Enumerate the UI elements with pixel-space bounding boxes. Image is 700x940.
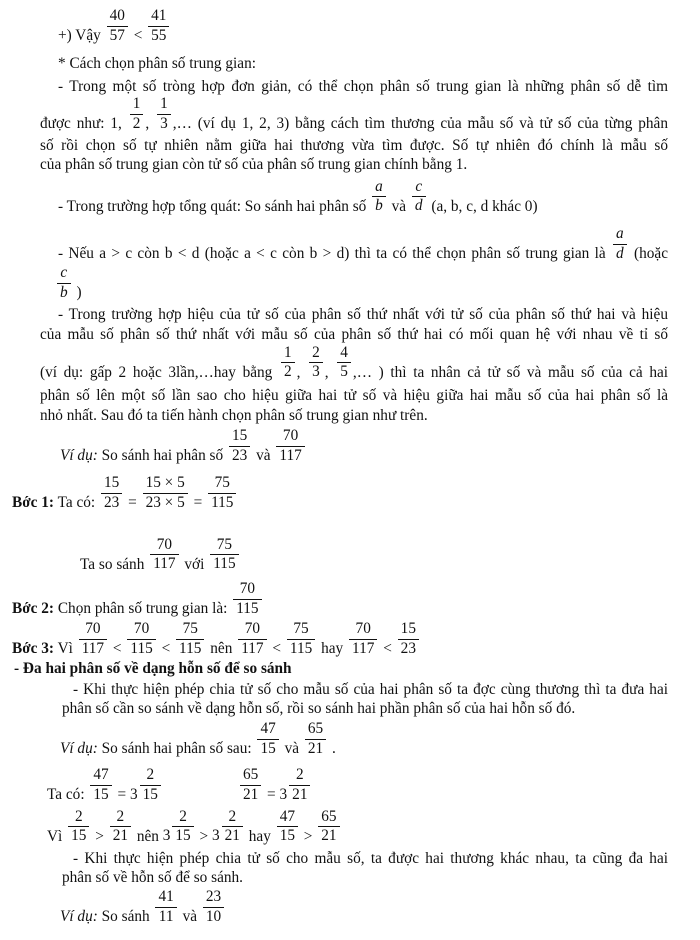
fraction-numerator: 70 — [233, 581, 261, 600]
text-run: phân số cần so sánh về dạng hỗn số, rồi so sánh hai phần phân số của hai hỗn số đó. — [62, 700, 576, 718]
text-run: hay — [317, 639, 347, 657]
text-run: (ví dụ: gấp 2 hoặc 3lần,…hay bằng — [40, 363, 279, 381]
text-run: (hoặc — [628, 244, 668, 262]
fraction-denominator: 5 — [340, 363, 348, 381]
mixed-number-whole: 3 — [211, 827, 220, 845]
fraction-denominator: 57 — [109, 26, 125, 44]
fraction-numerator: 65 — [240, 767, 261, 786]
fraction-denominator: 21 — [112, 827, 128, 845]
italic-label: Ví dụ: — [60, 907, 98, 925]
document-body — [12, 8, 668, 926]
text-run: được như: 1, — [40, 115, 128, 133]
fraction-numerator: 2 — [140, 767, 161, 786]
mixed-number-whole: 3 — [162, 827, 171, 845]
fraction-denominator: 11 — [158, 907, 174, 925]
step-2-line — [12, 581, 668, 618]
fraction — [153, 889, 178, 926]
fraction-numerator: c — [412, 179, 426, 198]
fraction — [206, 475, 238, 512]
text-run: +) Vậy — [58, 26, 105, 44]
fraction-numerator: c — [57, 265, 71, 284]
fraction-numerator: 40 — [107, 8, 128, 27]
fraction-denominator: 115 — [236, 599, 259, 617]
fraction-denominator: 15 — [260, 739, 276, 757]
text-run: Vì — [54, 639, 77, 657]
fraction-numerator: 1 — [130, 96, 144, 115]
fraction-denominator: 10 — [205, 907, 222, 925]
fraction-numerator: 2 — [222, 809, 243, 828]
text-run: nhỏ nhất. Sau đó ta tiến hành chọn phân số trung gian như trên. — [40, 407, 428, 425]
fraction — [307, 345, 325, 382]
fraction-denominator: 21 — [321, 827, 337, 845]
text-run: nên — [206, 639, 237, 657]
text-run: - Trong một số tròng hợp đơn giản, có thể chọn phân số trung gian là những phân số dễ tìm — [58, 77, 668, 95]
fraction-denominator: 15 — [93, 786, 109, 804]
mixed-number — [129, 766, 163, 804]
text-run: và — [387, 197, 410, 215]
fraction-denominator: 55 — [151, 26, 167, 44]
fraction-numerator: 75 — [210, 537, 238, 556]
text-run: > — [299, 827, 317, 845]
text-run: - Khi thực hiện phép chia tử số cho mẫu số, ta được hai thương khác nhau, ta cũng đa hai — [73, 849, 668, 867]
italic-label: Ví dụ: — [60, 446, 98, 464]
fraction-numerator: 2 — [309, 345, 323, 364]
fraction — [396, 621, 421, 658]
fraction-numerator: 41 — [155, 889, 176, 908]
text-run: < — [157, 639, 175, 657]
text-run: phân số lên một số lần sao cho hiệu giữa hai tử số và hiệu giữa hai mẫu số của hai phân số là — [40, 386, 668, 404]
text-run: và — [178, 907, 201, 925]
fraction-numerator: 75 — [287, 621, 315, 640]
bold-text: Bớc 3: — [12, 639, 55, 657]
text-run: Chọn phân số trung gian là: — [54, 599, 232, 617]
example-3-title — [60, 889, 668, 926]
fraction-numerator: 4 — [337, 345, 351, 364]
fraction — [316, 809, 341, 846]
fraction-numerator: 15 — [398, 621, 419, 640]
fraction — [279, 345, 297, 382]
fraction-numerator: 15 — [229, 428, 250, 447]
text-run: - Trong trường hợp tổng quát: So sánh hai phân số — [58, 197, 371, 215]
fraction-denominator: 2 — [283, 363, 292, 381]
text-run: < — [109, 639, 126, 657]
fraction-denominator: 23 — [400, 639, 416, 657]
text-run: < — [268, 639, 285, 657]
fraction-numerator: 2 — [68, 809, 89, 828]
fraction — [287, 767, 312, 804]
italic-label: Ví dụ: — [60, 739, 98, 757]
text-run: Ta so sánh — [80, 555, 149, 573]
mixed-number-whole: 3 — [129, 786, 138, 804]
fraction-denominator: d — [616, 244, 624, 262]
bold-text: Bớc 2: — [12, 599, 55, 617]
text-run: So sánh hai phân số — [97, 446, 227, 464]
mixed-number-desc-line-2 — [62, 699, 668, 719]
fraction-denominator: 23 — [103, 494, 120, 511]
fraction — [275, 809, 300, 846]
fraction-denominator: 2 — [132, 115, 141, 133]
heading-mixed-number — [14, 659, 668, 679]
fraction-numerator: 2 — [110, 809, 131, 828]
fraction-denominator: 15 — [71, 827, 87, 845]
fraction — [55, 265, 73, 302]
text-run: hay — [244, 827, 275, 845]
fraction-numerator: 65 — [318, 809, 339, 828]
text-run: , — [145, 115, 156, 133]
ratio-case-line-4 — [40, 386, 668, 406]
fraction — [170, 809, 195, 846]
fraction-denominator: 115 — [130, 639, 153, 657]
step-1-line — [12, 475, 668, 512]
text-run: So sánh — [97, 907, 154, 925]
text-run: Ta có: — [47, 786, 89, 804]
fraction-denominator: 117 — [241, 639, 264, 657]
text-run: = — [189, 494, 207, 511]
fraction-numerator: 41 — [148, 8, 169, 27]
fraction-numerator: 2 — [289, 767, 310, 786]
simple-case-line-1 — [58, 77, 668, 97]
fraction — [236, 621, 268, 658]
rule-a-d-line-2 — [55, 265, 668, 302]
text-run: số rồi chọn số tự nhiên nằm giữa hai thương vừa tìm được. Số tự nhiên đó chính là mẫu số — [40, 136, 668, 154]
text-run: Ta có: — [54, 494, 99, 511]
fraction-numerator: 70 — [349, 621, 377, 640]
text-run: * Cách chọn phân số trung gian: — [58, 55, 256, 73]
simple-case-line-3 — [40, 136, 668, 156]
fraction-denominator: 117 — [352, 639, 375, 657]
fraction-denominator: 3 — [312, 363, 320, 381]
mixed-number-whole: 3 — [279, 786, 288, 804]
fraction — [146, 8, 171, 45]
ratio-case-line-5 — [40, 406, 668, 426]
fraction-denominator: 21 — [307, 739, 324, 757]
fraction-numerator: 70 — [276, 428, 304, 447]
fraction — [231, 581, 263, 618]
fraction — [128, 96, 146, 133]
text-run: của phân số trung gian còn tử số của phân số trung gian chính bằng 1. — [40, 156, 468, 174]
rule-a-d-line-1 — [58, 226, 668, 263]
bold-text: - Đa hai phân số về dạng hỗn số để so sánh — [14, 660, 292, 678]
fraction — [274, 428, 306, 465]
fraction — [220, 809, 245, 846]
step-1-compare-line — [80, 537, 668, 574]
fraction — [285, 621, 317, 658]
simple-case-line-4 — [40, 155, 668, 175]
fraction-denominator: 21 — [292, 786, 308, 804]
text-run: = — [124, 494, 141, 511]
fraction-denominator: 15 — [175, 827, 191, 845]
fraction-numerator: 75 — [208, 475, 236, 494]
fraction-denominator: 115 — [211, 494, 234, 511]
fraction — [255, 721, 280, 758]
different-quotient-line-2 — [62, 868, 668, 888]
text-run: nên — [133, 827, 163, 845]
fraction — [148, 537, 180, 574]
fraction-numerator: 47 — [90, 767, 111, 786]
fraction-numerator: 70 — [79, 621, 107, 640]
text-run: < — [129, 26, 147, 44]
fraction — [88, 767, 113, 804]
different-quotient-line-1 — [73, 849, 668, 869]
fraction-numerator: a — [613, 226, 627, 245]
text-run: với — [180, 555, 209, 573]
fraction-numerator: 65 — [305, 721, 326, 740]
fraction-denominator: 23 — [231, 446, 248, 464]
fraction-denominator: b — [60, 284, 68, 302]
text-run: Vì — [47, 827, 67, 845]
text-run: - Khi thực hiện phép chia tử số cho mẫu số của hai phân số ta đợc cùng thương thì ta đưa hai — [73, 680, 668, 698]
text-run: , — [296, 363, 308, 381]
text-run: > — [195, 827, 212, 845]
fraction-numerator: 70 — [150, 537, 178, 556]
example-2-title — [60, 721, 668, 758]
heading-choose-intermediate — [58, 54, 668, 74]
fraction-numerator: 75 — [176, 621, 204, 640]
fraction — [105, 8, 130, 45]
fraction — [99, 475, 124, 512]
fraction-denominator: 23 × 5 — [145, 494, 185, 511]
fraction — [303, 721, 328, 758]
text-run: (a, b, c, d khác 0) — [427, 197, 538, 215]
fraction-denominator: 15 — [142, 786, 158, 804]
fraction-numerator: 23 — [203, 889, 224, 908]
fraction — [108, 809, 133, 846]
fraction-denominator: 115 — [179, 639, 202, 657]
fraction-denominator: d — [414, 197, 423, 215]
fraction-numerator: a — [372, 179, 386, 198]
text-run: < — [379, 639, 396, 657]
text-run: ,… (ví dụ 1, 2, 3) bằng cách tìm thương của mẫu số và tử số của từng phân — [172, 115, 668, 133]
text-run: > — [91, 827, 108, 845]
fraction — [208, 537, 240, 574]
mixed-number-desc-line-1 — [73, 680, 668, 700]
fraction — [141, 475, 190, 512]
fraction — [66, 809, 91, 846]
fraction-numerator: 15 — [101, 475, 122, 494]
text-run: So sánh hai phân số sau: — [97, 739, 256, 757]
fraction-denominator: 3 — [160, 115, 168, 133]
text-run: ,… ) thì ta nhân cả tử số và mẫu số của cả hai — [352, 363, 669, 381]
fraction — [125, 621, 157, 658]
text-run: của mẫu số phân số thứ nhất với mẫu số của phân số thứ hai có mối quan hệ với nhau về tỉ số — [40, 326, 668, 344]
fraction-denominator: 21 — [242, 786, 259, 804]
mixed-number — [279, 766, 313, 804]
example-1-title — [60, 428, 668, 465]
text-run: = — [113, 786, 130, 804]
bold-text: Bớc 1: — [12, 494, 55, 511]
ratio-case-line-2 — [40, 325, 668, 345]
fraction-numerator: 15 × 5 — [143, 475, 188, 494]
example-2-work-line — [47, 767, 668, 804]
fraction-numerator: 2 — [172, 809, 193, 828]
text-run: . — [328, 739, 336, 757]
text-run: và — [252, 446, 275, 464]
fraction — [347, 621, 379, 658]
fraction-denominator: 117 — [279, 446, 302, 464]
ratio-case-line-3 — [40, 345, 668, 382]
fraction-denominator: 117 — [81, 639, 105, 657]
horizontal-spacer — [163, 798, 238, 799]
fraction-numerator: 70 — [238, 621, 266, 640]
general-case-line — [58, 179, 668, 216]
fraction-denominator: 117 — [153, 555, 176, 573]
fraction — [155, 96, 173, 133]
fraction — [238, 767, 263, 804]
mixed-number — [211, 807, 245, 845]
fraction — [138, 767, 163, 804]
text-run: - Trong trường hợp hiệu của tử số của phân số thứ nhất với tử số của phân số thứ hai và hiệu — [58, 305, 668, 323]
fraction-denominator: 115 — [289, 639, 313, 657]
fraction-numerator: 1 — [281, 345, 295, 364]
fraction-numerator: 1 — [157, 96, 171, 115]
fraction-numerator: 47 — [277, 809, 298, 828]
fraction — [174, 621, 206, 658]
fraction — [77, 621, 109, 658]
fraction-numerator: 47 — [257, 721, 278, 740]
fraction-denominator: 15 — [279, 827, 295, 845]
step-3-line — [12, 621, 668, 658]
fraction — [611, 226, 629, 263]
conclusion-line — [58, 8, 668, 45]
text-run: , — [324, 363, 336, 381]
text-run: và — [280, 739, 303, 757]
fraction-denominator: b — [375, 197, 383, 215]
mixed-number — [162, 807, 196, 845]
text-run: = — [263, 786, 280, 804]
fraction — [201, 889, 226, 926]
text-run: phân số về hỗn số để so sánh. — [62, 869, 243, 887]
fraction — [227, 428, 252, 465]
text-run: - Nếu a > c còn b < d (hoặc a < c còn b > d) thì ta có thể chọn phân số trung gian là — [58, 244, 612, 262]
simple-case-line-2 — [40, 96, 668, 133]
ratio-case-line-1 — [58, 305, 668, 325]
fraction-denominator: 21 — [224, 827, 240, 845]
fraction — [335, 345, 353, 382]
text-run: ) — [72, 284, 82, 302]
example-2-conclusion-line — [47, 809, 668, 846]
fraction — [370, 179, 388, 216]
fraction-denominator: 115 — [213, 555, 236, 573]
fraction-numerator: 70 — [127, 621, 155, 640]
fraction — [410, 179, 428, 216]
